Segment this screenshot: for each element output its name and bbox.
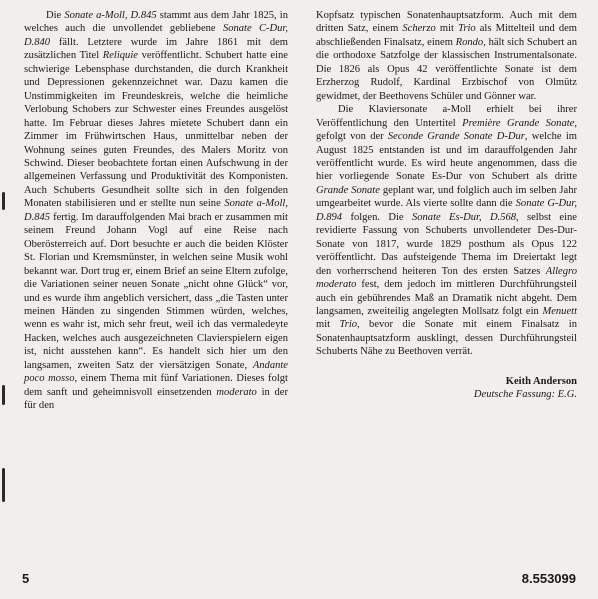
italic-title: Seconde Grande Sonate D-Dur [387,131,525,143]
italic-title: Trio [458,23,476,35]
italic-title: Sonate a-Moll, D.845 [24,198,288,223]
italic-title: Rondo [455,36,484,48]
italic-title: Sonate a-Moll, D.845 [64,10,157,21]
author-name: Keith Anderson [505,375,577,387]
right-text-column [316,9,577,402]
italic-title: Trio [339,319,358,331]
paragraph: Die Sonate a-Moll, D.845 stammt aus dem Jahr 1825, in welches auch die unvollendet gebliebene Sonate C-Dur, D.840 fällt. Letztere wurde im Jahre 1861 mit dem zusätzlichen Titel Reliquie veröffentlicht. Schubert hatte eine schwierige Lebensphase durchstanden, die durch Krankheit und Depressionen gekennzeichnet war. Dazu kamen die Unstimmigkeiten im Freundeskreis, welche die heimliche Verlobung Schobers zur Schwester eines Freundes ausgelöst hatte. Im Februar dieses Jahres mietete Schubert dann ein Zimmer im Frühwirtschen Haus, unmittelbar neben der Wohnung seines guten Freundes, des Malers Moritz von Schwind. Dieser beobachtete fortan einen Aufschwung in der allgemeinen Verfassung und Produktivität des Komponisten. Auch Schuberts Gesundheit sollte sich in den folgenden Monaten stabilisieren und er stellte nun seine Sonate a-Moll, D.845 fertig. Im darauffolgenden Mai brach er zusammen mit seinem Freund Johann Vogl auf eine Reise nach Oberösterreich auf. Dort besuchte er auch die beiden Klöster St. Florian und Kremsmünster, in welchen seine Musik wohl bekannt war. Dort trug er, einem Brief an seine Eltern zufolge, die Variationen seiner neuen Sonate „nicht ohne Glück“ vor, und es wurde ihm angeblich versichert, dass „die Tasten unter meinen Händen zu singenden Stimmen würden, welches, wenn es wahr ist, mich sehr freut, weil ich das vermaledeyte Hacken, welches auch ausgezeichneten Clavierspielern eigen ist, nicht ausstehen kann“. Es handelt sich hier um den langsamen, zweiten Satz der viersätzigen Sonate, Andante poco mosso, einem Thema mit fünf Variationen. Dieses folgt dem sanft und geheimnisvoll einsetzenden moderato in der für den [24,10,288,412]
italic-title: Reliquie [102,50,138,62]
italic-title: Scherzo [402,23,436,35]
italic-title: moderato [216,386,257,398]
binding-mark [2,192,5,210]
italic-title: Menuett [542,305,577,317]
paragraph: Kopfsatz typischen Sonatenhauptsatzform. Auch mit dem dritten Satz, einem Scherzo mit Trio als Mittelteil und dem abschließenden Finalsatz, einem Rondo, hält sich Schubert an die orthodoxe Satzfolge der klassischen Instrumentalsonate. Die 1826 als Opus 42 veröffentlichte Sonate ist dem Erzherzog Rudolf, Kardinal Erzbischof von Olmütz gewidmet, der Beethovens Schüler und Gönner war. [316,10,577,102]
catalog-number: 8.553099 [521,571,576,586]
paragraph: Die Klaviersonate a-Moll erhielt bei ihrer Veröffentlichung den Untertitel Première Grande Sonate, gefolgt von der Seconde Grande Sonate D-Dur, welche im August 1825 entstanden ist und im darauffolgenden Jahr veröffentlicht wurde. Es wird heute angenommen, dass die hier vorliegende Sonate Es-Dur von Schubert als dritte Grande Sonate geplant war, und folglich auch im selben Jahr umgearbeitet wurde. Als vierte sollte dann die Sonate G-Dur, D.894 folgen. Die Sonate Es-Dur, D.568, selbst eine revidierte Fassung von Schuberts unvollendeter Des-Dur-Sonate von 1817, wurde 1829 posthum als Opus 122 veröffentlicht. Das aufsteigende Thema im Dreiertakt legt den vorherrschend heiteren Ton des ersten Satzes Allegro moderato fest, dem jedoch im mittleren Durchführungsteil auch ein gebührendes Maß an Dramatik nicht abgeht. Dem langsamen, zweiteilig angelegten Mollsatz folgt ein Menuett mit Trio, bevor die Sonate mit einem Finalsatz in Sonatenhauptsatzform ausklingt, dessen Durchführungsteil Schuberts Nähe zu Beethoven verrät. [316,104,577,358]
italic-title: Sonate C-Dur, D.840 [24,23,288,48]
italic-title: Allegro moderato [316,265,577,291]
italic-title: Grande Sonate [316,184,380,196]
italic-title: Sonate G-Dur, D.894 [316,198,577,223]
binding-mark [2,385,5,405]
left-text-column [24,9,288,413]
binding-mark [2,468,5,502]
page-number: 5 [22,571,30,586]
signature-block [316,375,577,402]
translation-credit: Deutsche Fassung: E.G. [473,389,577,401]
italic-title: Sonate Es-Dur, D.568 [411,211,517,223]
italic-title: Andante poco mosso [24,359,288,385]
italic-title: Première Grande Sonate [462,117,575,129]
